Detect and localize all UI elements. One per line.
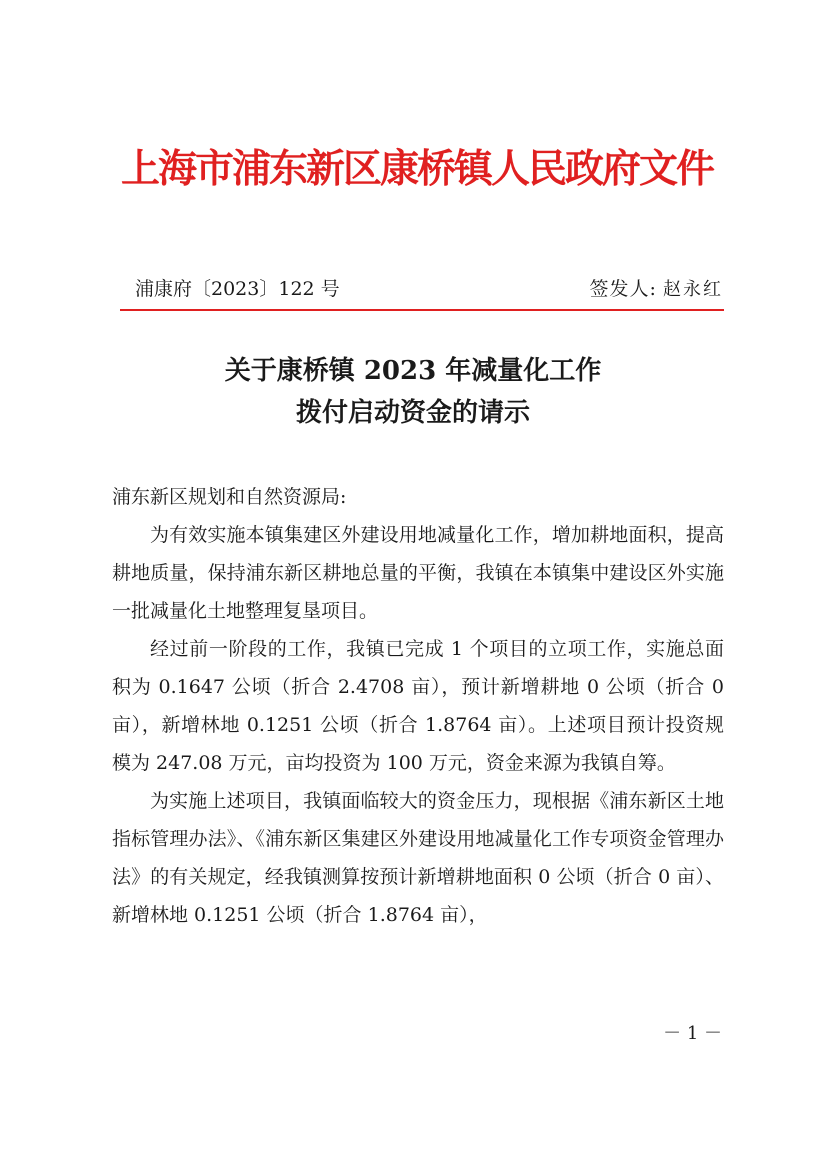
body-paragraph-1: 为有效实施本镇集建区外建设用地减量化工作，增加耕地面积，提高耕地质量，保持浦东新区耕地总量的平衡，我镇在本镇集中建设区外实施一批减量化土地整理复垦项目。 — [112, 524, 724, 622]
title-line-2: 拨付启动资金的请示 — [295, 398, 530, 428]
document-number: 浦康府〔2023〕122 号 — [135, 278, 340, 300]
document-meta-row — [135, 276, 723, 306]
page-number: － 1 － — [663, 1023, 722, 1044]
signer-name: 赵永红 — [663, 279, 723, 300]
signer-block — [590, 276, 723, 303]
title-line-1: 关于康桥镇 2023 年减量化工作 — [224, 356, 602, 386]
document-title — [100, 350, 726, 434]
signer-label: 签发人: — [589, 278, 657, 300]
issuer-header: 上海市浦东新区康桥镇人民政府文件 — [120, 146, 713, 192]
body-paragraph-3: 为实施上述项目，我镇面临较大的资金压力，现根据《浦东新区土地指标管理办法》、《浦东新区集建区外建设用地减量化工作专项资金管理办法》的有关规定，经我镇测算按预计新增耕地面积 0 公顷（折合 0 亩）、新增林地 0.1251 公顷（折合 1.8764 亩）， — [112, 790, 724, 926]
red-separator-line — [120, 309, 724, 311]
body-paragraph-2: 经过前一阶段的工作，我镇已完成 1 个项目的立项工作，实施总面积为 0.1647 公顷（折合 2.4708 亩），预计新增耕地 0 公顷（折合 0 亩），新增林地 0.1251 公顷（折合 1.8764 亩）。上述项目预计投资规模为 247.08 万元，亩均投资为 100 万元，资金来源为我镇自筹。 — [112, 638, 724, 774]
addressee: 浦东新区规划和自然资源局: — [112, 486, 347, 508]
document-body — [112, 478, 724, 934]
